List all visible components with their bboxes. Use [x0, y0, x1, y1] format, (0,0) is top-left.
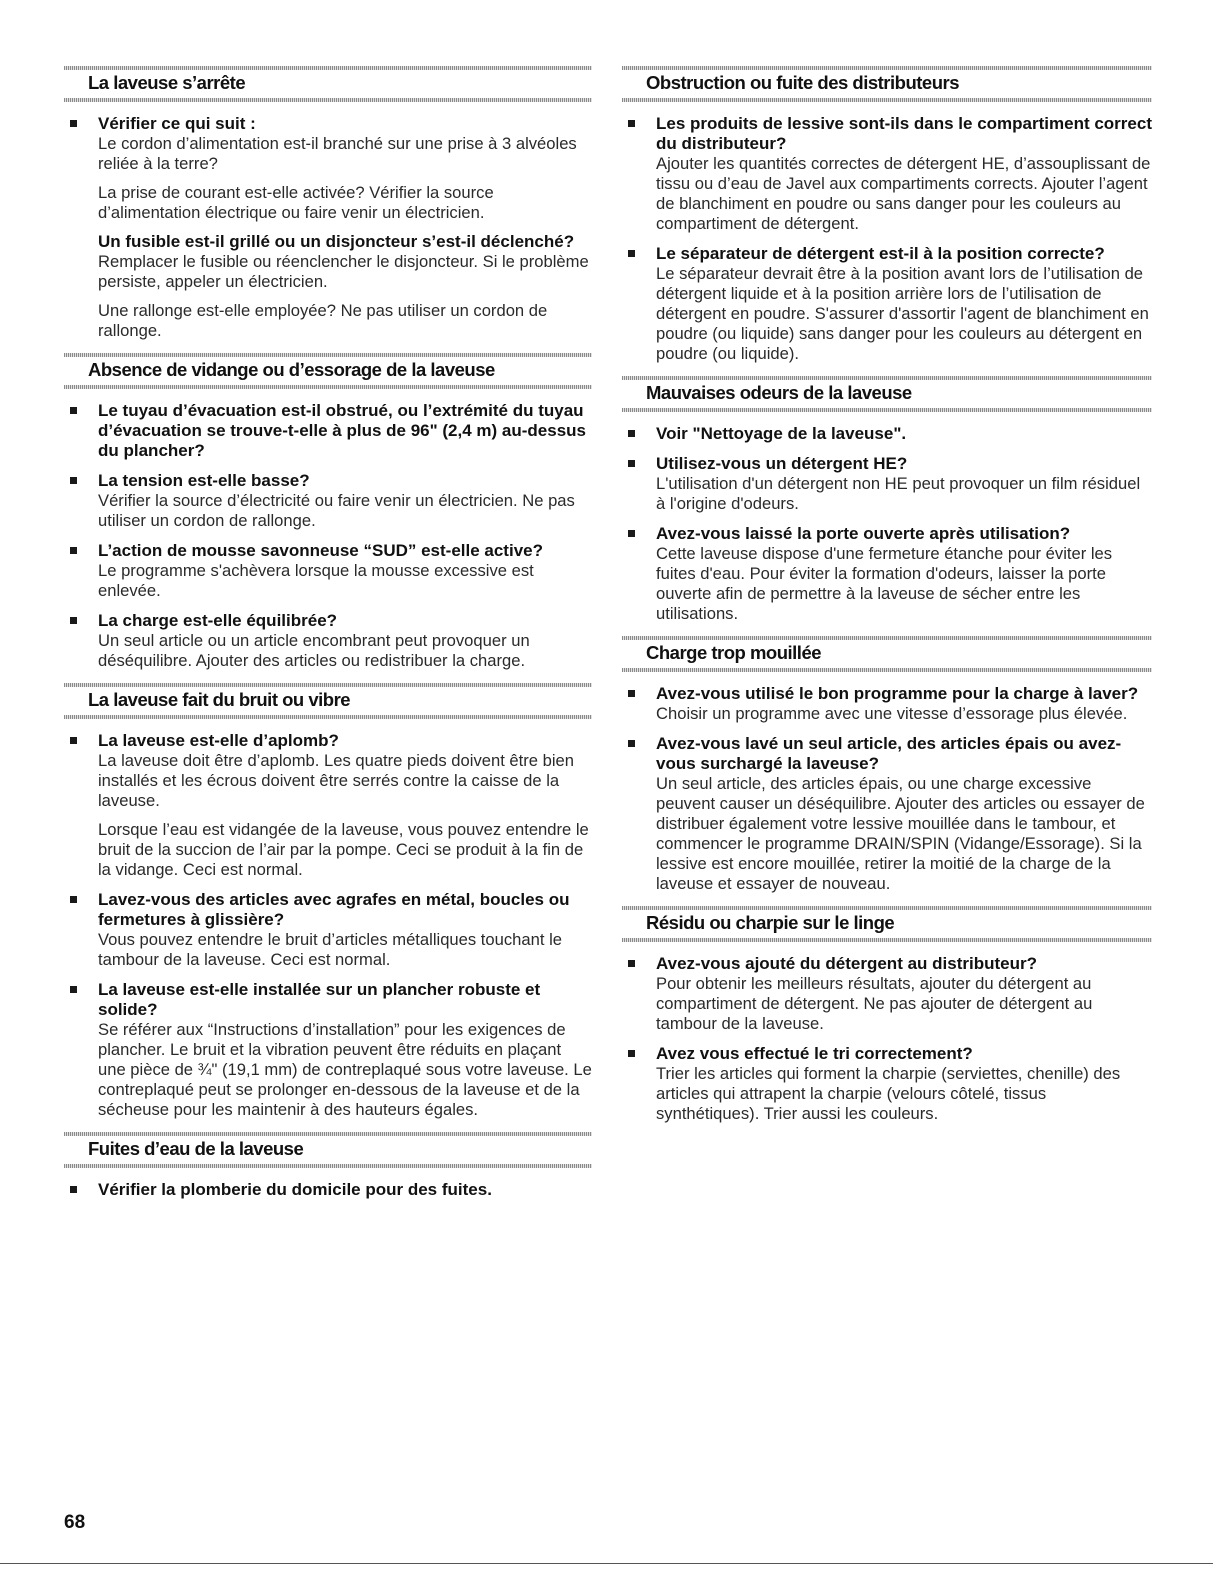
item-question: Le séparateur de détergent est-il à la position correcte?: [656, 244, 1105, 263]
bullet-icon: [628, 690, 635, 697]
item-answer: Lorsque l’eau est vidangée de la laveuse, vous pouvez entendre le bruit de la succion de l’air par la pompe. Ceci se produit à la fin de la vidange. Ceci est normal.: [98, 820, 589, 879]
section-header: [64, 683, 592, 719]
item-question: Le tuyau d’évacuation est-il obstrué, ou l’extrémité du tuyau d’évacuation se trouve-t-elle à plus de 96" (2,4 m) au-dessus du plancher?: [98, 401, 586, 460]
troubleshoot-item: [622, 684, 1152, 724]
section-dispenser-clog: [622, 66, 1152, 364]
item-question: Avez-vous utilisé le bon programme pour la charge à laver?: [656, 684, 1139, 703]
troubleshoot-item: [64, 401, 592, 461]
item-answer: Un seul article ou un article encombrant peut provoquer un déséquilibre. Ajouter des articles ou redistribuer la charge.: [98, 631, 530, 670]
right-column: [622, 66, 1152, 1136]
section-header: [622, 906, 1152, 942]
bullet-icon: [70, 407, 77, 414]
troubleshoot-item: [622, 524, 1152, 624]
section-header: [64, 66, 592, 102]
troubleshoot-item: [64, 541, 592, 601]
bullet-icon: [70, 120, 77, 127]
bullet-icon: [628, 460, 635, 467]
section-header: [622, 376, 1152, 412]
troubleshoot-item: [622, 114, 1152, 234]
section-residue-lint: [622, 906, 1152, 1124]
item-question: L’action de mousse savonneuse “SUD” est-elle active?: [98, 541, 543, 560]
item-answer: Le cordon d’alimentation est-il branché sur une prise à 3 alvéoles reliée à la terre?: [98, 134, 577, 173]
item-answer: Choisir un programme avec une vitesse d’essorage plus élevée.: [656, 704, 1128, 723]
bullet-icon: [628, 250, 635, 257]
section-title: Charge trop mouillée: [646, 642, 822, 663]
item-answer: Trier les articles qui forment la charpie (serviettes, chenille) des articles qui attrapent la charpie (velours côtelé, tissus synthétiques). Trier aussi les couleurs.: [656, 1064, 1121, 1123]
item-answer: Le séparateur devrait être à la position avant lors de l’utilisation de détergent liquide et à la position arrière lors de l’utilisation de détergent en poudre. S'assurer d'assortir l'agent de blanchiment en poudre (ou liquide) sans danger pour les couleurs au détergent en poudre (ou liquide).: [656, 264, 1149, 363]
item-question: Vérifier la plomberie du domicile pour des fuites.: [98, 1180, 492, 1199]
item-answer: Le programme s'achèvera lorsque la mousse excessive est enlevée.: [98, 561, 534, 600]
section-bad-odors: [622, 376, 1152, 624]
section-load-too-wet: [622, 636, 1152, 894]
section-title: La laveuse fait du bruit ou vibre: [88, 689, 351, 710]
section-water-leaks: [64, 1132, 592, 1200]
item-question: Vérifier ce qui suit :: [98, 114, 256, 133]
bullet-icon: [628, 740, 635, 747]
section-header: [64, 1132, 592, 1168]
item-question: La laveuse est-elle installée sur un plancher robuste et solide?: [98, 980, 541, 1019]
item-question: Avez-vous lavé un seul article, des articles épais ou avez-vous surchargé la laveuse?: [656, 734, 1122, 773]
item-answer: Remplacer le fusible ou réenclencher le disjoncteur. Si le problème persiste, appeler un électricien.: [98, 252, 589, 291]
item-question: La charge est-elle équilibrée?: [98, 611, 338, 630]
item-question: Avez-vous ajouté du détergent au distributeur?: [656, 954, 1037, 973]
item-answer: Vérifier la source d’électricité ou faire venir un électricien. Ne pas utiliser un cordon de rallonge.: [98, 491, 575, 530]
troubleshoot-item: [64, 471, 592, 531]
item-answer: L'utilisation d'un détergent non HE peut provoquer un film résiduel à l'origine d'odeurs.: [656, 474, 1141, 513]
item-answer: Ajouter les quantités correctes de détergent HE, d’assouplissant de tissu ou d’eau de Javel aux compartiments corrects. Ajouter l’agent de blanchiment en poudre ou sans danger pour les couleurs au compartiment de détergent.: [656, 154, 1151, 233]
troubleshoot-item: [64, 980, 592, 1120]
item-question: Avez vous effectué le tri correctement?: [656, 1044, 973, 1063]
section-title: Mauvaises odeurs de la laveuse: [646, 382, 912, 403]
left-column: [64, 66, 592, 1212]
bottom-rule: [0, 1563, 1213, 1564]
troubleshoot-item: [64, 114, 592, 341]
item-answer: Pour obtenir les meilleurs résultats, ajouter du détergent au compartiment de détergent. Ne pas ajouter de détergent au tambour de la laveuse.: [656, 974, 1093, 1033]
item-answer: Une rallonge est-elle employée? Ne pas utiliser un cordon de rallonge.: [98, 301, 548, 340]
section-header: [64, 353, 592, 389]
item-answer: La prise de courant est-elle activée? Vérifier la source d’alimentation électrique ou faire venir un électricien.: [98, 183, 494, 222]
item-question: Utilisez-vous un détergent HE?: [656, 454, 908, 473]
section-header: [622, 636, 1152, 672]
bullet-icon: [628, 120, 635, 127]
item-answer: Se référer aux “Instructions d’installation” pour les exigences de plancher. Le bruit et la vibration peuvent être réduits en plaçant une pièce de ¾" (19,1 mm) de contreplaqué sous votre laveuse. Le contreplaqué peut se prolonger en-dessous de la laveuse et de la sécheuse pour les maintenir à des hauteurs égales.: [98, 1020, 592, 1119]
page-number: 68: [64, 1512, 86, 1533]
bullet-icon: [70, 986, 77, 993]
section-title: Obstruction ou fuite des distributeurs: [646, 72, 959, 93]
section-header: [622, 66, 1152, 102]
section-noise-vibration: [64, 683, 592, 1120]
bullet-icon: [70, 547, 77, 554]
item-question: Les produits de lessive sont-ils dans le compartiment correct du distributeur?: [656, 114, 1152, 153]
bullet-icon: [70, 896, 77, 903]
section-title: La laveuse s’arrête: [88, 72, 246, 93]
troubleshoot-item: [622, 1044, 1152, 1124]
section-no-drain-spin: [64, 353, 592, 671]
troubleshoot-item: [622, 454, 1152, 514]
bullet-icon: [70, 737, 77, 744]
troubleshoot-item: [64, 731, 592, 880]
troubleshoot-item: [64, 890, 592, 970]
troubleshoot-item: [622, 244, 1152, 364]
bullet-icon: [628, 430, 635, 437]
bullet-icon: [628, 530, 635, 537]
troubleshoot-item: [622, 734, 1152, 894]
item-answer: Vous pouvez entendre le bruit d’articles métalliques touchant le tambour de la laveuse. Ceci est normal.: [98, 930, 562, 969]
troubleshoot-item: [622, 424, 1152, 444]
item-answer: La laveuse doit être d’aplomb. Les quatre pieds doivent être bien installés et les écrous doivent être serrés contre la caisse de la laveuse.: [98, 751, 575, 810]
section-title: Fuites d’eau de la laveuse: [88, 1138, 304, 1159]
section-title: Résidu ou charpie sur le linge: [646, 912, 895, 933]
bullet-icon: [70, 477, 77, 484]
bullet-icon: [70, 1186, 77, 1193]
section-washer-stops: [64, 66, 592, 341]
item-question: La laveuse est-elle d’aplomb?: [98, 731, 339, 750]
troubleshoot-item: [622, 954, 1152, 1034]
troubleshoot-item: [64, 611, 592, 671]
troubleshoot-item: [64, 1180, 592, 1200]
item-question: La tension est-elle basse?: [98, 471, 310, 490]
item-answer: Un seul article, des articles épais, ou une charge excessive peuvent causer un déséquilibre. Ajouter des articles ou essayer de distribuer également votre lessive mouillée dans le tambour, et commencer le programme DRAIN/SPIN (Vidange/Essorage). Si la lessive est encore mouillée, retirer la moitié de la charge de la laveuse et essayer de nouveau.: [656, 774, 1145, 893]
bullet-icon: [628, 1050, 635, 1057]
bullet-icon: [628, 960, 635, 967]
item-question: Lavez-vous des articles avec agrafes en métal, boucles ou fermetures à glissière?: [98, 890, 570, 929]
bullet-icon: [70, 617, 77, 624]
item-answer: Cette laveuse dispose d'une fermeture étanche pour éviter les fuites d'eau. Pour éviter la formation d'odeurs, laisser la porte ouverte afin de permettre à la laveuse de sécher entre les utilisations.: [656, 544, 1113, 623]
item-question: Avez-vous laissé la porte ouverte après utilisation?: [656, 524, 1071, 543]
item-question: Voir "Nettoyage de la laveuse".: [656, 424, 907, 443]
item-question: Un fusible est-il grillé ou un disjoncteur s’est-il déclenché?: [98, 232, 575, 251]
section-title: Absence de vidange ou d’essorage de la laveuse: [88, 359, 495, 380]
